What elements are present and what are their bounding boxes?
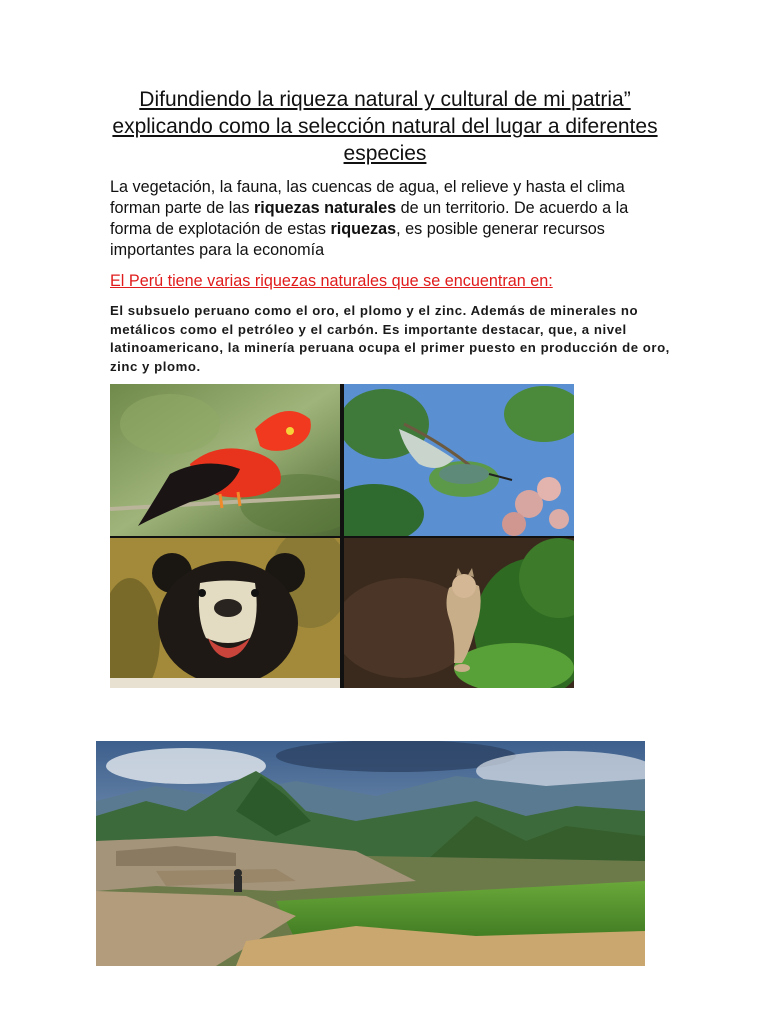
mountain-ruins-landscape-photo xyxy=(96,741,645,966)
minerals-paragraph: El subsuelo peruano como el oro, el plomo y el zinc. Además de minerales no metálicos como el petróleo y el carbón. Es importante destacar, que, a nivel latinoamericano, la minería peruana ocupa el primer puesto en producción de oro, zinc y plomo. xyxy=(110,303,670,374)
intro-text-3: , es posible generar recursos importantes para la economía xyxy=(110,220,605,259)
intro-bold-1: riquezas naturales xyxy=(253,199,397,217)
fauna-collage xyxy=(110,384,574,688)
spectacled-bear-photo xyxy=(110,538,340,688)
intro-bold-2: riquezas xyxy=(330,220,397,238)
page-title: Difundiendo la riqueza natural y cultural de mi patria” explicando como la selección natural del lugar a diferentes especies xyxy=(112,88,658,165)
red-bird-photo xyxy=(110,384,340,536)
intro-paragraph xyxy=(110,177,650,261)
intro-text-2: de un territorio. De acuerdo a la forma de explotación de estas xyxy=(110,199,629,238)
hummingbird-photo xyxy=(344,384,574,536)
riquezas-heading: El Perú tiene varias riquezas naturales que se encuentran en: xyxy=(110,272,553,290)
intro-text-1: La vegetación, la fauna, las cuencas de agua, el relieve y hasta el clima forman parte de las xyxy=(110,178,625,217)
puma-photo xyxy=(344,538,574,688)
